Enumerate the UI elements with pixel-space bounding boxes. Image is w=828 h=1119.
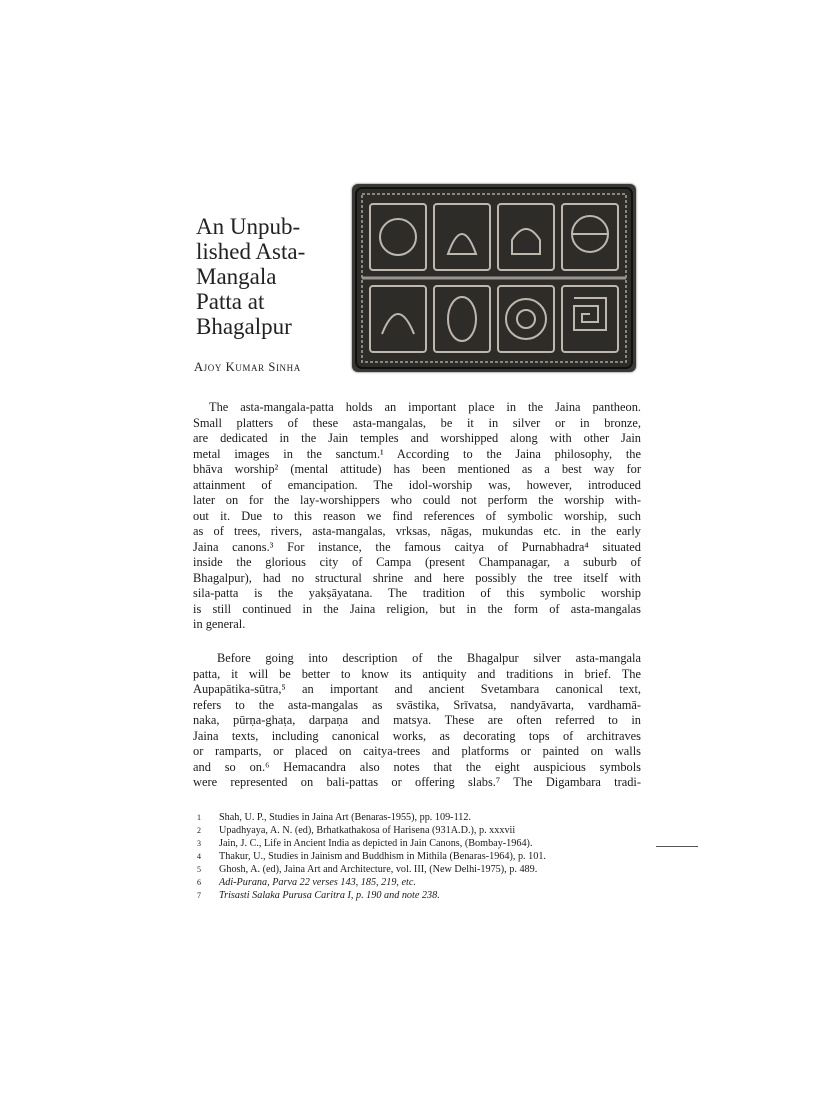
text-line: Jaina texts, including canonical works, as decorating tops of architraves [193,728,641,743]
text-line: are dedicated in the Jain temples and worshipped along with other Jain [193,431,641,445]
margin-mark [656,846,698,847]
footnote-number: 2 [197,826,201,835]
footnote-text: Ghosh, A. (ed), Jaina Art and Architecture, vol. III, (New Delhi-1975), p. 489. [219,864,538,875]
text-line: inside the glorious city of Campa (present Champanagar, a suburb of [193,555,641,569]
footnote [197,850,637,863]
paragraph-2 [193,651,641,791]
text-line: Before going into description of the Bhagalpur silver asta-mangala [217,651,641,665]
patta-illustration [352,184,636,372]
text-line: is still continued in the Jaina religion, but in the form of asta-mangalas [193,601,641,616]
footnote-number: 1 [197,813,201,822]
footnote [197,876,637,889]
text-line: Small platters of these asta-mangalas, be it in silver or in bronze, [193,415,641,430]
text-line: or ramparts, or placed on caitya-trees and platforms or painted on walls [193,744,641,758]
footnote [197,863,637,876]
text-line: metal images in the sanctum.¹ According to the Jaina philosophy, the [193,446,641,461]
text-line: Jaina canons.³ For instance, the famous caitya of Purnabhadra⁴ situated [193,539,641,554]
author-name [194,360,301,375]
footnote-number: 3 [197,839,201,848]
article-title [196,214,336,339]
footnote-number: 7 [197,891,201,900]
text-line: Bhagalpur), had no structural shrine and here possibly the tree itself with [193,570,641,585]
title-line: An Unpub- [196,214,301,239]
footnote-text: Thakur, U., Studies in Jainism and Buddhism in Mithila (Benaras-1964), p. 101. [219,851,546,862]
text-line: sila-patta is the yakṣāyatana. The tradition of this symbolic worship [193,586,641,600]
text-line: patta, it will be better to know its antiquity and traditions in brief. The [193,666,641,681]
title-line: Mangala [196,264,277,289]
asta-mangala-patta-photo [352,184,636,372]
text-line: bhāva worship² (mental attitude) has been mentioned as a best way for [193,462,641,476]
footnote [197,837,637,850]
footnote-text: Trisasti Salaka Purusa Caritra I, p. 190 and note 238. [219,890,440,901]
text-line: attainment of emancipation. The idol-worship was, however, introduced [193,477,641,492]
title-line: Bhagalpur [196,314,292,339]
footnote-text: Shah, U. P., Studies in Jaina Art (Benaras-1955), pp. 109-112. [219,812,472,823]
title-line: Patta at [196,289,265,314]
text-line: were represented on bali-pattas or offering slabs.⁷ The Digambara tradi- [193,775,641,789]
text-line: and so on.⁶ Hemacandra also notes that the eight auspicious symbols [193,759,641,774]
paragraph-1 [193,400,641,633]
title-line: lished Asta- [196,239,306,264]
footnote-number: 6 [197,878,201,887]
footnote [197,889,637,902]
text-line: as of trees, rivers, asta-mangalas, vrksas, nāgas, mukundas etc. in the early [193,524,641,538]
footnote [197,811,637,824]
footnote-text: Upadhyaya, A. N. (ed), Brhatkathakosa of Harisena (931A.D.), p. xxxvii [219,825,516,836]
footnotes [197,811,637,902]
text-line: refers to the asta-mangalas as svāstika, Srīvatsa, nandyāvarta, vardhamā- [193,697,641,712]
footnote-number: 4 [197,852,201,861]
text-line: later on for the lay-worshippers who could not perform the worship with- [193,493,641,507]
text-line: in general. [193,617,246,631]
text-line: out it. Due to this reason we find references of symbolic worship, such [193,508,641,523]
text-line: Aupapātika-sūtra,⁵ an important and ancient Svetambara canonical text, [193,682,641,696]
footnote [197,824,637,837]
footnote-text: Adi-Purana, Parva 22 verses 143, 185, 219, etc. [219,877,416,888]
text-line: The asta-mangala-patta holds an important place in the Jaina pantheon. [209,400,641,414]
footnote-number: 5 [197,865,201,874]
author-text: Ajoy Kumar Sinha [194,360,301,374]
text-line: naka, pūrṇa-ghaṭa, darpaṇa and matsya. These are often referred to in [193,713,641,727]
footnote-text: Jain, J. C., Life in Ancient India as depicted in Jain Canons, (Bombay-1964). [219,838,533,849]
